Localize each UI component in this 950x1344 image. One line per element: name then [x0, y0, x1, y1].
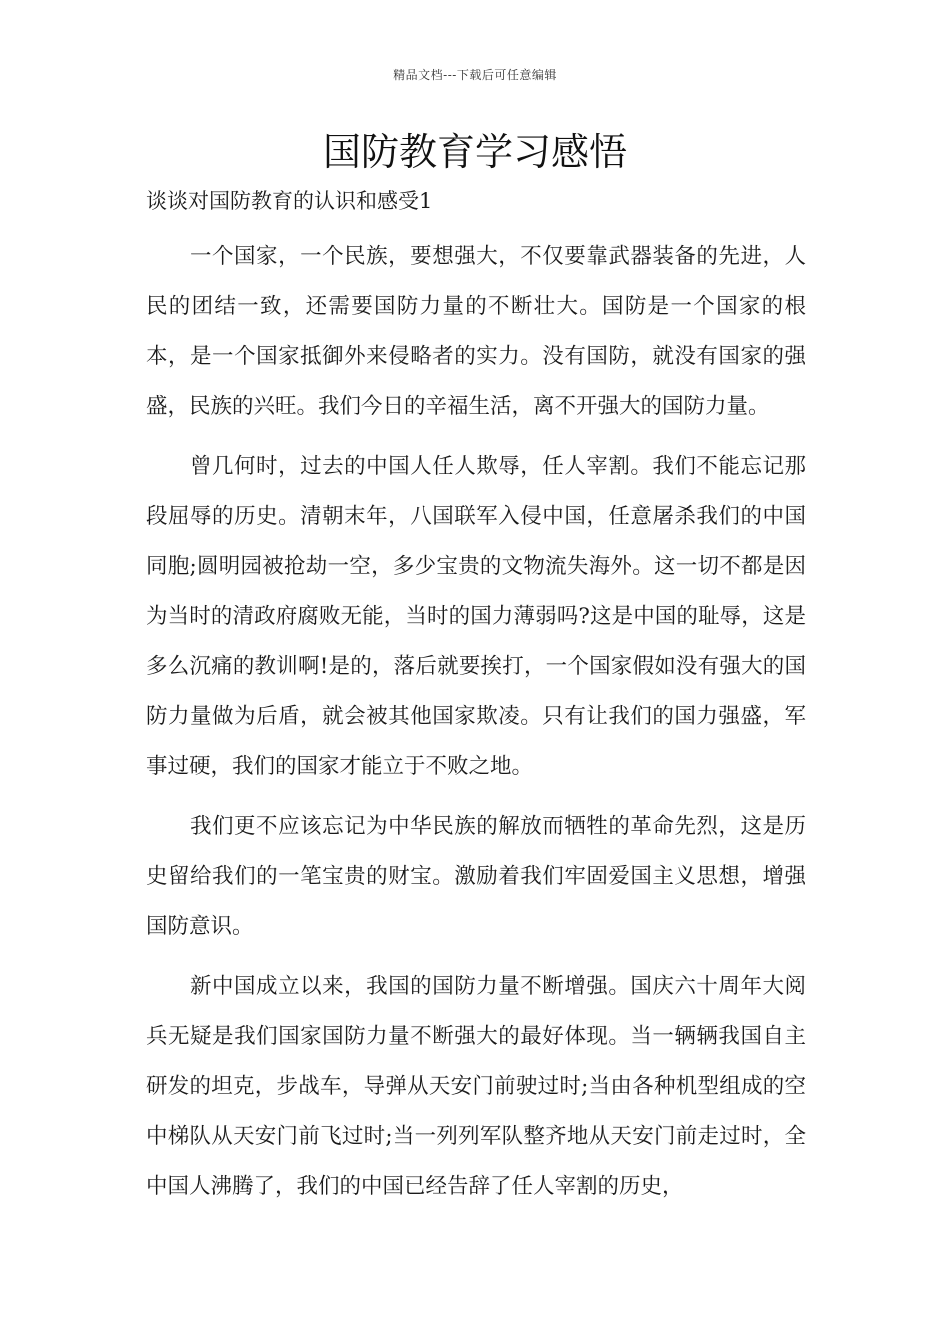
- paragraph-1: 一个国家，一个民族，要想强大，不仅要靠武器装备的先进，人民的团结一致，还需要国防力量的不断壮大。国防是一个国家的根本，是一个国家抵御外来侵略者的实力。没有国防，就没有国家的强盛，民族的兴旺。我们今日的辛福生活，离不开强大的国防力量。: [146, 244, 806, 419]
- document-subtitle: 谈谈对国防教育的认识和感受1: [146, 189, 433, 213]
- paragraph-4: 新中国成立以来，我国的国防力量不断增强。国庆六十周年大阅兵无疑是我们国家国防力量不断强大的最好体现。当一辆辆我国自主研发的坦克，步战车，导弹从天安门前驶过时;当由各种机型组成的空中梯队从天安门前飞过时;当一列列军队整齐地从天安门前走过时，全中国人沸腾了，我们的中国已经告辞了任人宰割的历史，: [146, 974, 806, 1199]
- paragraph-2: 曾几何时，过去的中国人任人欺辱，任人宰割。我们不能忘记那段屈辱的历史。清朝末年，八国联军入侵中国，任意屠杀我们的中国同胞;圆明园被抢劫一空，多少宝贵的文物流失海外。这一切不都是因为当时的清政府腐败无能，当时的国力薄弱吗?这是中国的耻辱，这是多么沉痛的教训啊!是的，落后就要挨打，一个国家假如没有强大的国防力量做为后盾，就会被其他国家欺凌。只有让我们的国力强盛，军事过硬，我们的国家才能立于不败之地。: [146, 454, 806, 779]
- document-body: [146, 232, 806, 1222]
- header-note: 精品文档---下载后可任意编辑: [393, 68, 557, 82]
- paragraph-3: 我们更不应该忘记为中华民族的解放而牺牲的革命先烈，这是历史留给我们的一笔宝贵的财宝。激励着我们牢固爱国主义思想，增强国防意识。: [146, 814, 806, 939]
- document-title: 国防教育学习感悟: [322, 130, 627, 174]
